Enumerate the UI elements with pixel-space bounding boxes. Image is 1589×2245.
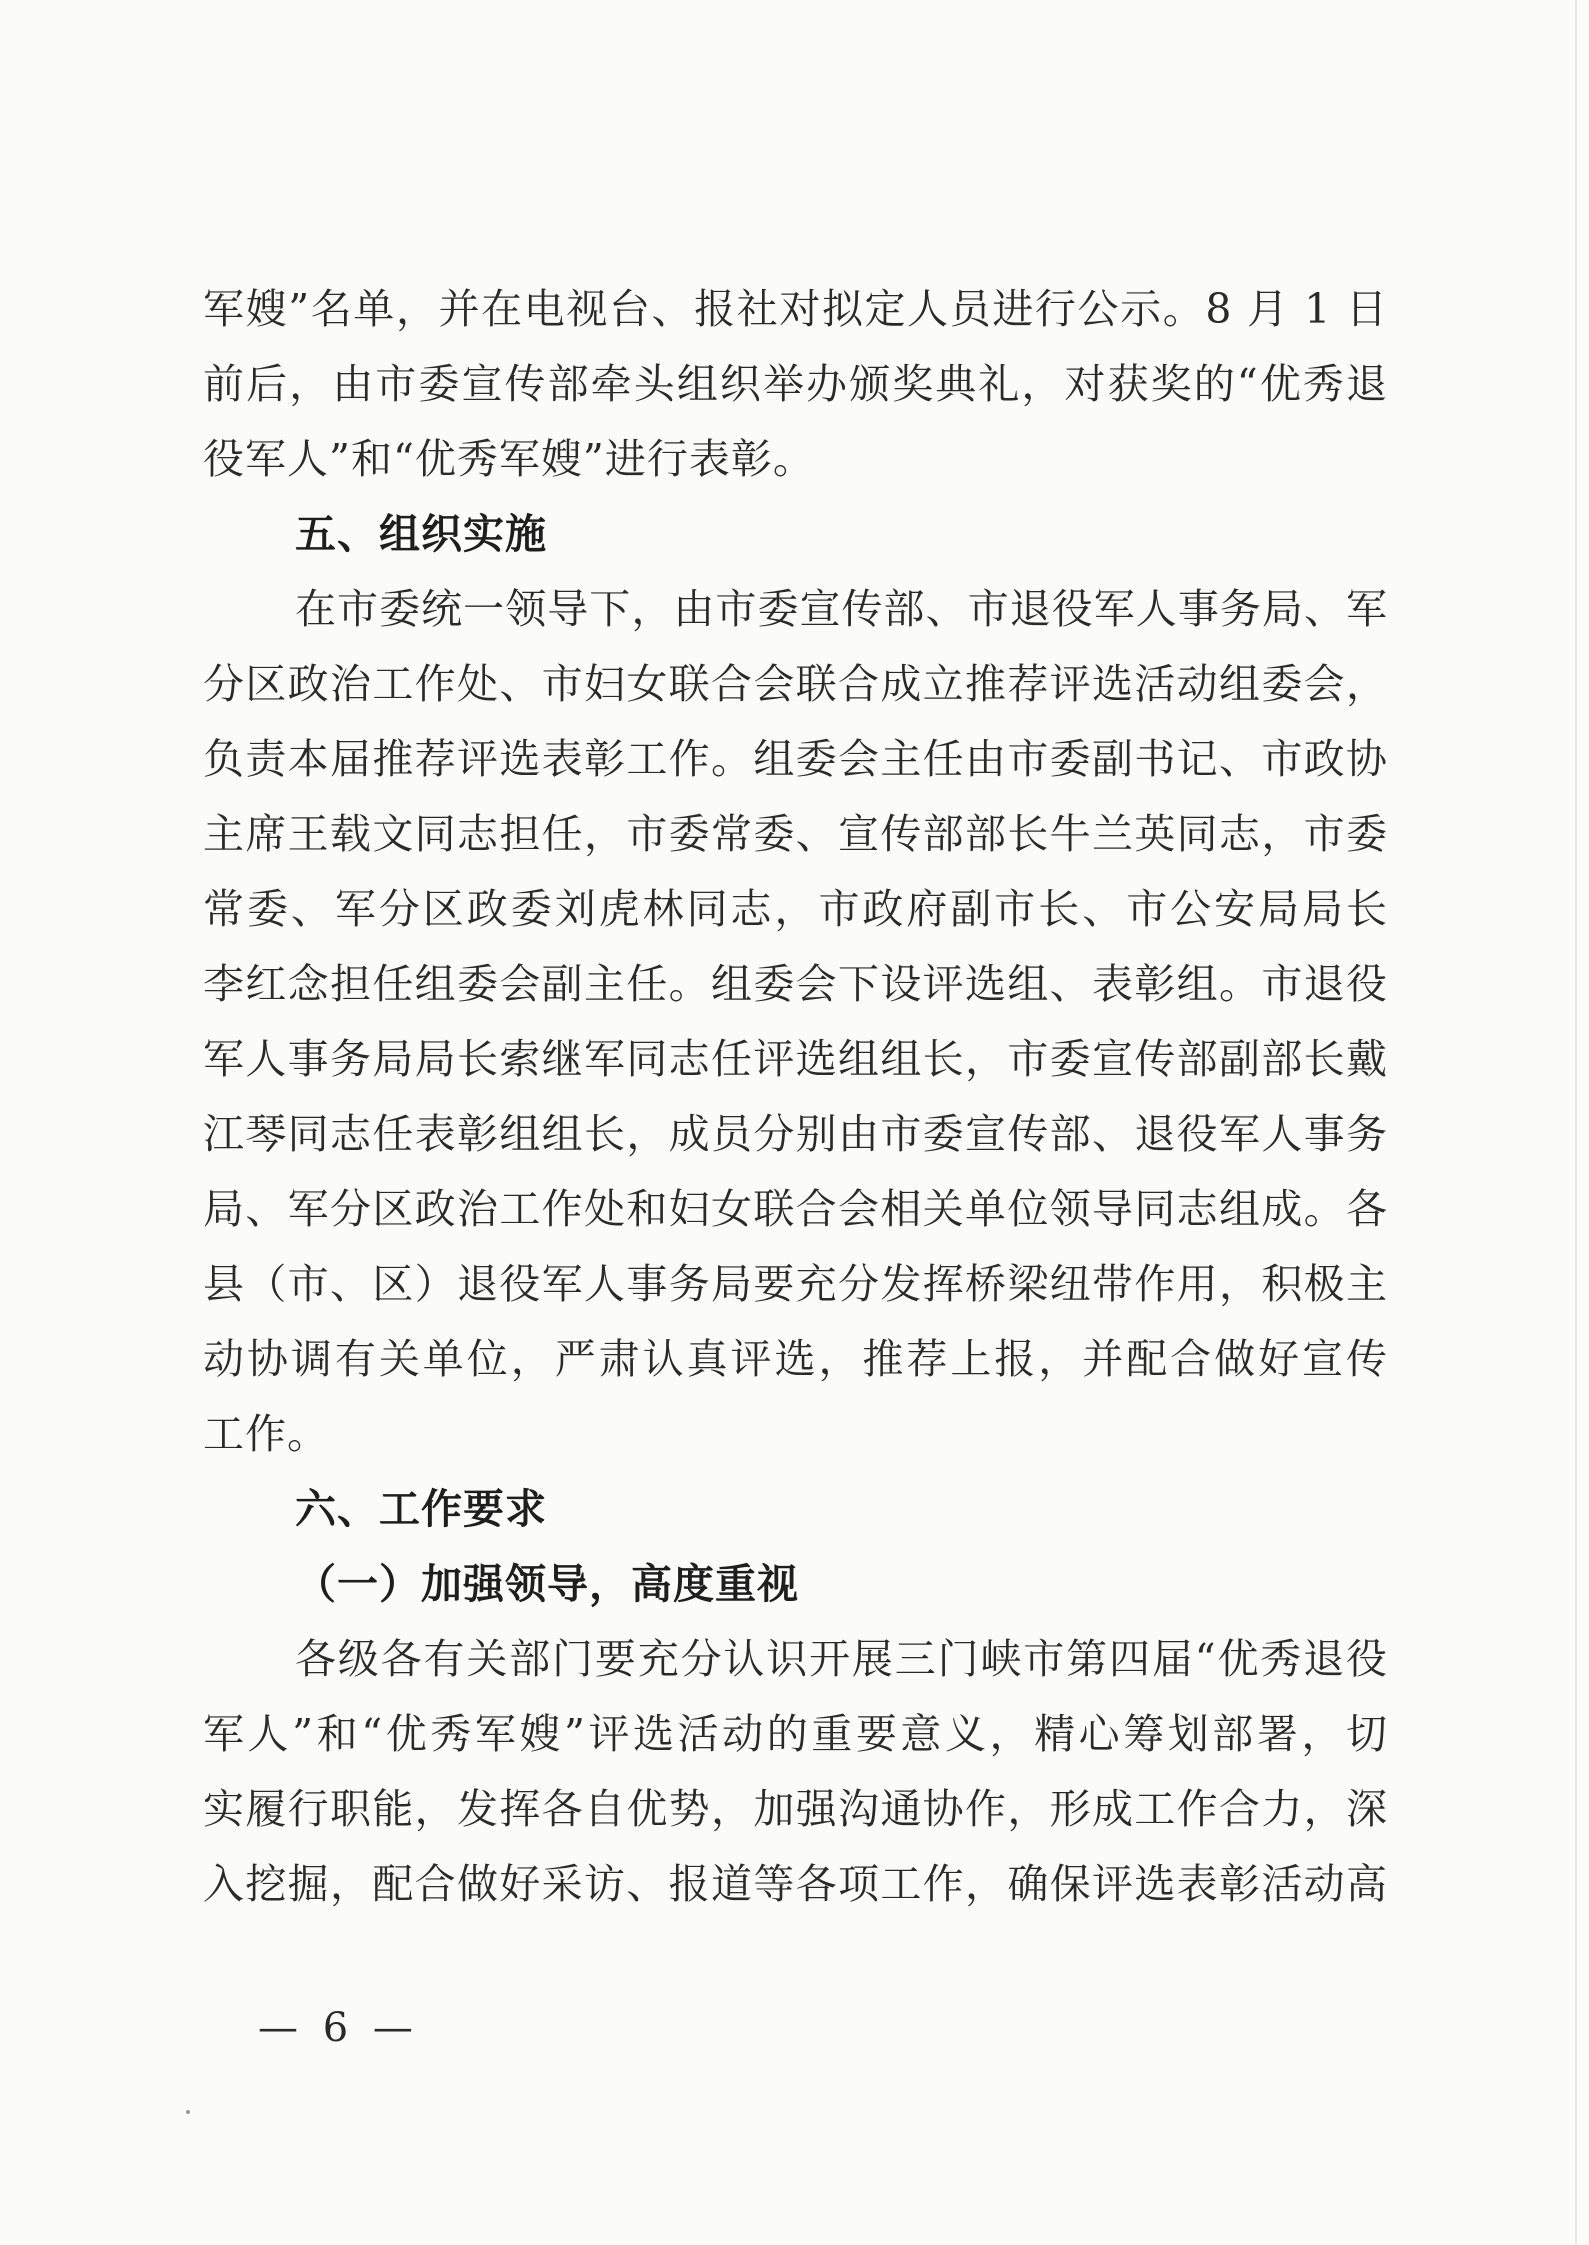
text-line: 主席王载文同志担任，市委常委、宣传部部长牛兰英同志，市委 [203,810,1388,858]
text-line: 局、军分区政治工作处和妇女联合会相关单位领导同志组成。各 [203,1185,1388,1233]
text-line: 分区政治工作处、市妇女联合会联合成立推荐评选活动组委会， [203,660,1388,708]
text-line: 军人事务局局长索继军同志任评选组组长，市委宣传部副部长戴 [203,1035,1388,1083]
text-line: 在市委统一领导下，由市委宣传部、市退役军人事务局、军 [295,585,1388,633]
text-line: 各级各有关部门要充分认识开展三门峡市第四届“优秀退役 [295,1635,1388,1683]
scan-edge [1575,0,1577,2245]
text-line: 动协调有关单位，严肃认真评选，推荐上报，并配合做好宣传 [203,1335,1388,1383]
text-line: 实履行职能，发挥各自优势，加强沟通协作，形成工作合力，深 [203,1785,1388,1833]
text-line: 入挖掘，配合做好采访、报道等各项工作，确保评选表彰活动高 [203,1860,1388,1908]
text-line: 军人”和“优秀军嫂”评选活动的重要意义，精心筹划部署，切 [203,1710,1388,1758]
text-line: 负责本届推荐评选表彰工作。组委会主任由市委副书记、市政协 [203,735,1388,783]
text-line: 县（市、区）退役军人事务局要充分发挥桥梁纽带作用，积极主 [203,1260,1388,1308]
text-line: 李红念担任组委会副主任。组委会下设评选组、表彰组。市退役 [203,960,1388,1008]
subsection-heading: （一）加强领导，高度重视 [295,1560,799,1608]
text-line: 役军人”和“优秀军嫂”进行表彰。 [203,435,815,483]
section-heading: 六、工作要求 [295,1485,547,1533]
text-line: 工作。 [203,1410,329,1458]
text-line: 军嫂”名单，并在电视台、报社对拟定人员进行公示。8 月 1 日 [203,285,1388,333]
scan-speck [186,2110,190,2114]
text-line: 前后，由市委宣传部牵头组织举办颁奖典礼，对获奖的“优秀退 [203,360,1388,408]
text-line: 江琴同志任表彰组组长，成员分别由市委宣传部、退役军人事务 [203,1110,1388,1158]
section-heading: 五、组织实施 [295,510,547,558]
body-text [203,272,1388,1922]
page-number: — 6 — [258,2005,419,2051]
text-line: 常委、军分区政委刘虎林同志，市政府副市长、市公安局局长 [203,885,1388,933]
